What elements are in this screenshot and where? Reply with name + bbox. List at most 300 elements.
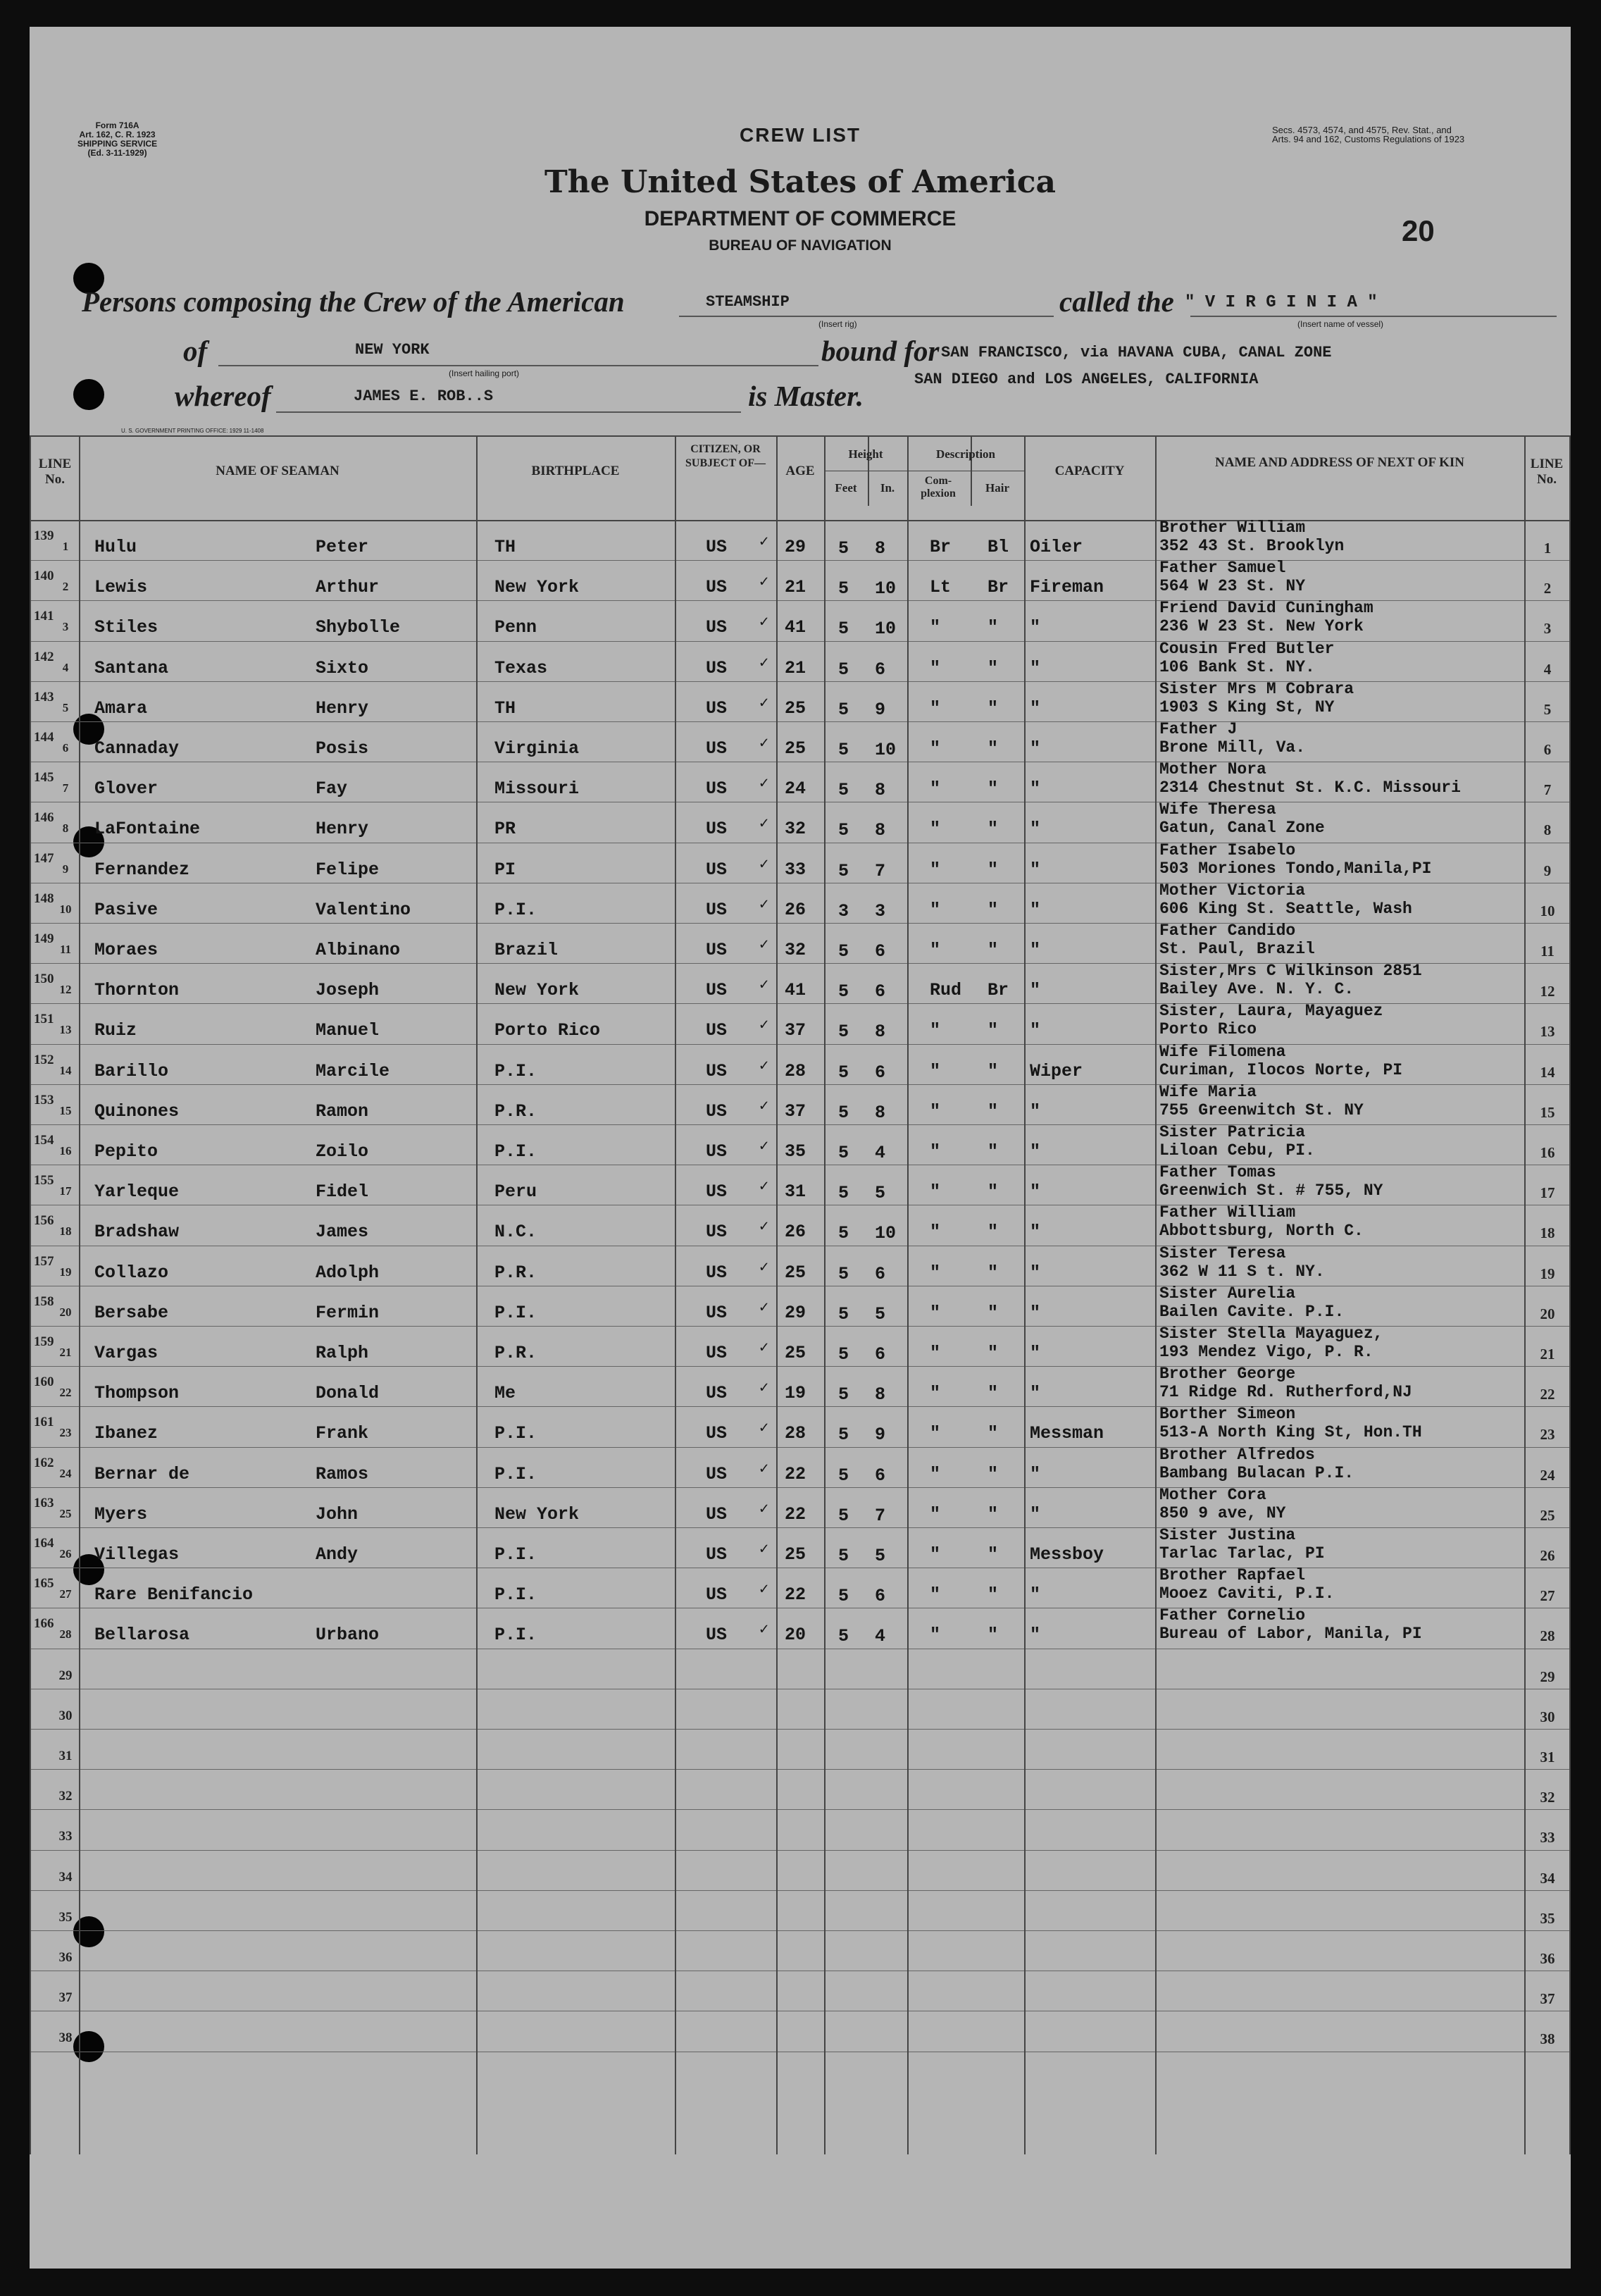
- height-inches: 8: [875, 1384, 886, 1405]
- line-number-original: 142: [34, 649, 54, 664]
- complexion: ": [930, 1343, 941, 1363]
- citizenship: US: [706, 1222, 728, 1243]
- capacity: Wiper: [1030, 1060, 1083, 1081]
- line-number-original: 166: [34, 1616, 54, 1632]
- next-of-kin-line1: Father Candido: [1159, 921, 1296, 940]
- height-inches: 7: [875, 860, 886, 881]
- line-number-right: 16: [1540, 1144, 1555, 1161]
- birthplace: P.I.: [494, 1060, 537, 1081]
- line-number-right: 37: [1540, 1990, 1555, 2008]
- capacity: ": [1030, 980, 1041, 1001]
- line-number-original: 157: [34, 1253, 54, 1269]
- complexion: ": [930, 1625, 941, 1646]
- header-birthplace: BIRTHPLACE: [531, 464, 620, 478]
- complexion: ": [930, 1262, 941, 1283]
- seaman-last-name: Ruiz: [94, 1020, 137, 1041]
- line-number-right: 35: [1540, 1909, 1555, 1927]
- next-of-kin-line1: Borther Simeon: [1159, 1405, 1296, 1424]
- seaman-first-name: Fidel: [316, 1181, 369, 1203]
- vessel-name: " V I R G I N I A ": [1185, 293, 1378, 312]
- next-of-kin-line2: 193 Mendez Vigo, P. R.: [1159, 1343, 1373, 1361]
- line-number-right: 28: [1540, 1627, 1555, 1645]
- height-inches: 9: [875, 699, 886, 720]
- birthplace: Porto Rico: [494, 1020, 601, 1041]
- hair: ": [988, 819, 999, 840]
- line-number-right: 12: [1540, 983, 1555, 1000]
- birthplace: P.I.: [494, 899, 537, 920]
- height-inches: 6: [875, 1586, 886, 1607]
- statute-note-line: Arts. 94 and 162, Customs Regulations of 1923: [1272, 134, 1465, 144]
- line-number-right: 32: [1540, 1789, 1555, 1806]
- line-number: 14: [59, 1063, 72, 1077]
- seaman-last-name: Myers: [94, 1503, 148, 1525]
- line-number-original: 159: [34, 1334, 54, 1349]
- complexion: ": [930, 617, 941, 638]
- check-mark: ✓: [759, 654, 769, 672]
- height-feet: 5: [838, 1143, 849, 1163]
- birthplace: New York: [494, 1503, 580, 1525]
- line-number: 34: [58, 1869, 73, 1885]
- height-inches: 6: [875, 981, 886, 1003]
- birthplace: P.R.: [494, 1100, 537, 1122]
- next-of-kin-line2: Porto Rico: [1159, 1020, 1257, 1039]
- age: 26: [785, 1222, 806, 1243]
- capacity: ": [1030, 1584, 1041, 1606]
- line-number-right: 1: [1543, 540, 1552, 557]
- seaman-last-name: Bradshaw: [94, 1222, 180, 1243]
- next-of-kin-line2: 513-A North King St, Hon.TH: [1159, 1423, 1422, 1442]
- citizenship: US: [706, 1625, 728, 1646]
- seaman-first-name: John: [316, 1503, 359, 1525]
- complexion: ": [930, 1503, 941, 1525]
- header-line-no-right: LINE No.: [1530, 457, 1564, 487]
- citizenship: US: [706, 738, 728, 759]
- rig-underline: [679, 316, 1054, 317]
- next-of-kin-line1: Sister Stella Mayaguez,: [1159, 1324, 1383, 1343]
- height-inches: 6: [875, 1344, 886, 1365]
- citizenship: US: [706, 1060, 728, 1081]
- declaration-line1-prefix: Persons composing the Crew of the American: [82, 285, 625, 318]
- height-feet: 5: [838, 860, 849, 881]
- line-number: 23: [59, 1426, 72, 1440]
- seaman-last-name: Rare Benifancio: [94, 1584, 254, 1606]
- line-number-original: 160: [34, 1375, 54, 1390]
- capacity: ": [1030, 1625, 1041, 1646]
- next-of-kin-line1: Mother Nora: [1159, 760, 1266, 779]
- complexion: ": [930, 940, 941, 960]
- header-feet: Feet: [835, 481, 857, 495]
- crew-table: [30, 435, 1571, 2154]
- check-mark: ✓: [759, 533, 769, 551]
- next-of-kin-line1: Brother George: [1159, 1365, 1296, 1384]
- seaman-first-name: Shybolle: [316, 617, 401, 638]
- height-inches: 4: [875, 1626, 886, 1647]
- seaman-first-name: Fermin: [316, 1302, 380, 1323]
- seaman-last-name: Barillo: [94, 1060, 169, 1081]
- citizenship: US: [706, 1544, 728, 1565]
- check-mark: ✓: [759, 573, 769, 592]
- hair: ": [988, 1503, 999, 1525]
- capacity: ": [1030, 859, 1041, 880]
- line-number-right: 5: [1543, 700, 1552, 718]
- next-of-kin-line2: Bambang Bulacan P.I.: [1159, 1463, 1354, 1482]
- citizenship: US: [706, 1302, 728, 1323]
- height-inches: 8: [875, 1022, 886, 1043]
- seaman-first-name: Peter: [316, 537, 369, 557]
- line-number: 15: [59, 1103, 72, 1117]
- height-inches: 10: [875, 619, 897, 640]
- check-mark: ✓: [759, 735, 769, 752]
- seaman-first-name: Henry: [316, 819, 369, 840]
- next-of-kin-line1: Father J: [1159, 720, 1238, 738]
- port-underline: [218, 365, 818, 366]
- hair: ": [988, 1060, 999, 1081]
- height-feet: 5: [838, 1465, 849, 1486]
- hair: ": [988, 1222, 999, 1243]
- header-hair: Hair: [985, 481, 1009, 495]
- height-feet: 5: [838, 619, 849, 640]
- complexion: ": [930, 778, 941, 800]
- citizenship: US: [706, 1383, 728, 1404]
- age: 22: [785, 1584, 806, 1606]
- height-inches: 8: [875, 780, 886, 801]
- declaration-line3-suffix: is Master.: [748, 380, 864, 412]
- line-number: 37: [58, 1990, 73, 2006]
- height-feet: 5: [838, 1303, 849, 1324]
- complexion: ": [930, 1100, 941, 1122]
- seaman-first-name: Frank: [316, 1423, 369, 1444]
- line-number-original: 165: [34, 1576, 54, 1591]
- age: 19: [785, 1383, 806, 1404]
- hair: ": [988, 1544, 999, 1565]
- age: 21: [785, 657, 806, 678]
- capacity: ": [1030, 1020, 1041, 1041]
- line-number-original: 145: [34, 770, 54, 786]
- seaman-last-name: Collazo: [94, 1262, 169, 1283]
- seaman-first-name: Posis: [316, 738, 369, 759]
- height-inches: 6: [875, 1263, 886, 1284]
- hair: ": [988, 1181, 999, 1203]
- next-of-kin-line1: Sister Patricia: [1159, 1123, 1306, 1141]
- hair: Br: [988, 980, 1009, 1001]
- header-height: Height: [848, 447, 883, 461]
- line-number-right: 31: [1540, 1749, 1555, 1766]
- line-number-original: 155: [34, 1173, 54, 1189]
- complexion: Rud: [930, 980, 962, 1001]
- check-mark: ✓: [759, 1420, 769, 1438]
- complexion: ": [930, 1544, 941, 1565]
- seaman-last-name: Santana: [94, 657, 169, 678]
- line-number: 28: [59, 1627, 72, 1642]
- vessel-underline: [1190, 316, 1557, 317]
- header-line-no: LINE No.: [38, 457, 72, 487]
- next-of-kin-line1: Sister Teresa: [1159, 1243, 1286, 1262]
- check-mark: ✓: [759, 936, 769, 954]
- master-underline: [276, 411, 741, 413]
- seaman-first-name: Ramos: [316, 1463, 369, 1484]
- line-number: 2: [62, 580, 69, 594]
- next-of-kin-line2: St. Paul, Brazil: [1159, 940, 1315, 958]
- height-feet: 5: [838, 1062, 849, 1083]
- check-mark: ✓: [759, 1581, 769, 1599]
- line-number-original: 153: [34, 1092, 54, 1107]
- height-inches: 8: [875, 820, 886, 841]
- line-number-right: 6: [1543, 741, 1552, 758]
- capacity: Messman: [1030, 1423, 1104, 1444]
- seaman-last-name: Amara: [94, 697, 148, 719]
- complexion: ": [930, 1141, 941, 1162]
- birthplace: P.I.: [494, 1141, 537, 1162]
- hair: ": [988, 617, 999, 638]
- line-number-right: 30: [1540, 1708, 1555, 1725]
- citizenship: US: [706, 697, 728, 719]
- citizenship: US: [706, 859, 728, 880]
- line-number: 20: [59, 1305, 72, 1319]
- age: 25: [785, 1343, 806, 1363]
- capacity: ": [1030, 1503, 1041, 1525]
- line-number-right: 18: [1540, 1224, 1555, 1242]
- capacity: ": [1030, 617, 1041, 638]
- line-number-right: 27: [1540, 1587, 1555, 1605]
- next-of-kin-line2: Greenwich St. # 755, NY: [1159, 1181, 1383, 1200]
- birthplace: Me: [494, 1383, 516, 1404]
- height-inches: 10: [875, 578, 897, 600]
- seaman-first-name: Sixto: [316, 657, 369, 678]
- seaman-last-name: Lewis: [94, 577, 148, 598]
- height-feet: 5: [838, 740, 849, 760]
- seaman-first-name: Albinano: [316, 940, 401, 960]
- header-age: AGE: [785, 464, 815, 478]
- complexion: ": [930, 819, 941, 840]
- next-of-kin-line2: 564 W 23 St. NY: [1159, 577, 1306, 596]
- line-number-right: 15: [1540, 1103, 1555, 1121]
- height-feet: 5: [838, 1223, 849, 1244]
- birthplace: Penn: [494, 617, 537, 638]
- hair: ": [988, 1302, 999, 1323]
- next-of-kin-line2: Mooez Caviti, P.I.: [1159, 1584, 1335, 1603]
- complexion: ": [930, 657, 941, 678]
- height-feet: 5: [838, 1626, 849, 1647]
- check-mark: ✓: [759, 815, 769, 833]
- height-feet: 5: [838, 1022, 849, 1043]
- age: 25: [785, 738, 806, 759]
- next-of-kin-line2: Bailey Ave. N. Y. C.: [1159, 980, 1354, 999]
- citizenship: US: [706, 1181, 728, 1203]
- check-mark: ✓: [759, 1621, 769, 1639]
- citizenship: US: [706, 657, 728, 678]
- line-number: 3: [62, 620, 69, 634]
- height-inches: 6: [875, 1062, 886, 1083]
- next-of-kin-line1: Father Cornelio: [1159, 1606, 1306, 1625]
- next-of-kin-line1: Father Isabelo: [1159, 840, 1296, 860]
- line-number-right: 7: [1543, 781, 1552, 799]
- citizenship: US: [706, 1020, 728, 1041]
- citizenship: US: [706, 1423, 728, 1444]
- next-of-kin-line2: Bailen Cavite. P.I.: [1159, 1302, 1345, 1321]
- line-number-right: 10: [1540, 902, 1555, 919]
- next-of-kin-line2: 106 Bank St. NY.: [1159, 657, 1315, 676]
- header-citizen: CITIZEN, OR SUBJECT OF—: [685, 443, 766, 469]
- line-number: 32: [58, 1789, 73, 1804]
- hair: ": [988, 1584, 999, 1606]
- next-of-kin-line1: Mother Victoria: [1159, 881, 1306, 900]
- age: 37: [785, 1020, 806, 1041]
- check-mark: ✓: [759, 1500, 769, 1518]
- seaman-first-name: Fay: [316, 778, 348, 800]
- header-description: Description: [935, 447, 996, 461]
- birthplace: P.I.: [494, 1463, 537, 1484]
- next-of-kin-line2: 606 King St. Seattle, Wash: [1159, 899, 1412, 918]
- next-of-kin-line2: Gatun, Canal Zone: [1159, 819, 1325, 838]
- line-number-original: 154: [34, 1133, 54, 1148]
- line-number-right: 34: [1540, 1869, 1555, 1887]
- line-number-right: 13: [1540, 1023, 1555, 1041]
- capacity: ": [1030, 1343, 1041, 1363]
- height-feet: 5: [838, 941, 849, 962]
- height-feet: 3: [838, 900, 849, 921]
- capacity: Messboy: [1030, 1544, 1104, 1565]
- check-mark: ✓: [759, 775, 769, 793]
- declaration-line3-prefix: whereof: [175, 380, 271, 412]
- line-number-right: 3: [1543, 620, 1552, 638]
- height-feet: 5: [838, 1505, 849, 1526]
- check-mark: ✓: [759, 1541, 769, 1558]
- age: 35: [785, 1141, 806, 1162]
- line-number-original: 144: [34, 730, 54, 745]
- seaman-last-name: Bersabe: [94, 1302, 169, 1323]
- hailing-port: NEW YORK: [355, 341, 430, 359]
- line-number: 26: [59, 1547, 72, 1560]
- seaman-last-name: Fernandez: [94, 859, 190, 880]
- next-of-kin-line2: Abbottsburg, North C.: [1159, 1222, 1364, 1241]
- next-of-kin-line1: Cousin Fred Butler: [1159, 639, 1335, 658]
- complexion: ": [930, 738, 941, 759]
- height-feet: 5: [838, 659, 849, 680]
- capacity: ": [1030, 1141, 1041, 1162]
- line-number-right: 38: [1540, 2030, 1555, 2048]
- seaman-last-name: LaFontaine: [94, 819, 201, 840]
- line-number-right: 21: [1540, 1346, 1555, 1363]
- line-number: 25: [59, 1506, 72, 1520]
- next-of-kin-line2: Tarlac Tarlac, PI: [1159, 1544, 1325, 1563]
- complexion: ": [930, 1020, 941, 1041]
- hair: ": [988, 1262, 999, 1283]
- line-number-right: 8: [1543, 821, 1552, 839]
- citizenship: US: [706, 1463, 728, 1484]
- line-number: 27: [59, 1587, 72, 1601]
- capacity: ": [1030, 1100, 1041, 1122]
- height-feet: 5: [838, 1384, 849, 1405]
- line-number-original: 158: [34, 1293, 54, 1309]
- line-number: 12: [59, 983, 72, 997]
- header-capacity: CAPACITY: [1054, 464, 1125, 478]
- line-number-right: 9: [1543, 862, 1552, 879]
- age: 33: [785, 859, 806, 880]
- line-number-original: 143: [34, 689, 54, 705]
- check-mark: ✓: [759, 855, 769, 874]
- citizenship: US: [706, 1262, 728, 1283]
- next-of-kin-line1: Brother Alfredos: [1159, 1445, 1315, 1464]
- birthplace: Peru: [494, 1181, 537, 1203]
- citizenship: US: [706, 980, 728, 1001]
- line-number-right: 4: [1543, 660, 1552, 678]
- birthplace: P.R.: [494, 1343, 537, 1363]
- height-feet: 5: [838, 1425, 849, 1446]
- destination-line1: SAN FRANCISCO, via HAVANA CUBA, CANAL ZONE: [941, 344, 1332, 361]
- line-number-original: 150: [34, 972, 54, 987]
- line-number-right: 36: [1540, 1950, 1555, 1967]
- line-number: 11: [59, 943, 72, 956]
- check-mark: ✓: [759, 1097, 769, 1115]
- capacity: ": [1030, 1181, 1041, 1203]
- citizenship: US: [706, 778, 728, 800]
- height-inches: 9: [875, 1425, 886, 1446]
- height-inches: 10: [875, 740, 897, 760]
- port-hint: (Insert hailing port): [449, 368, 520, 378]
- line-number-original: 139: [34, 528, 54, 543]
- citizenship: US: [706, 617, 728, 638]
- next-of-kin-line1: Wife Filomena: [1159, 1042, 1286, 1061]
- height-feet: 5: [838, 1344, 849, 1365]
- check-mark: ✓: [759, 1017, 769, 1035]
- line-number-original: 164: [34, 1536, 54, 1551]
- height-inches: 8: [875, 1102, 886, 1123]
- line-number-right: 26: [1540, 1547, 1555, 1564]
- capacity: Oiler: [1030, 537, 1083, 557]
- hair: ": [988, 657, 999, 678]
- line-number-right: 17: [1540, 1184, 1555, 1202]
- seaman-last-name: Vargas: [94, 1343, 158, 1363]
- height-inches: 6: [875, 941, 886, 962]
- line-number-original: 149: [34, 931, 54, 946]
- line-number-right: 20: [1540, 1305, 1555, 1322]
- hair: ": [988, 899, 999, 920]
- birthplace: P.I.: [494, 1544, 537, 1565]
- vessel-hint: (Insert name of vessel): [1297, 319, 1384, 329]
- seaman-first-name: James: [316, 1222, 369, 1243]
- citizenship: US: [706, 1141, 728, 1162]
- check-mark: ✓: [759, 694, 769, 712]
- country-title: The United States of America: [544, 164, 1057, 200]
- line-number-right: 2: [1543, 580, 1552, 597]
- statute-note: [1272, 125, 1464, 144]
- punch-hole-icon: [73, 379, 104, 410]
- hair: ": [988, 697, 999, 719]
- next-of-kin-line1: Mother Cora: [1159, 1485, 1266, 1504]
- hair: ": [988, 778, 999, 800]
- age: 41: [785, 617, 806, 638]
- master-name: JAMES E. ROB..S: [354, 387, 494, 405]
- check-mark: ✓: [759, 1218, 769, 1236]
- seaman-last-name: Thornton: [94, 980, 180, 1001]
- complexion: ": [930, 859, 941, 880]
- hair: Br: [988, 577, 1009, 598]
- height-inches: 6: [875, 659, 886, 680]
- capacity: ": [1030, 940, 1041, 960]
- next-of-kin-line1: Father William: [1159, 1203, 1296, 1222]
- citizenship: US: [706, 537, 728, 557]
- line-number-right: 22: [1540, 1386, 1555, 1403]
- height-feet: 5: [838, 699, 849, 720]
- next-of-kin-line2: Curiman, Ilocos Norte, PI: [1159, 1060, 1403, 1079]
- line-number-original: 162: [34, 1455, 54, 1470]
- line-number-right: 24: [1540, 1466, 1555, 1484]
- rig-value: STEAMSHIP: [706, 293, 790, 311]
- height-feet: 5: [838, 1546, 849, 1566]
- next-of-kin-line2: 362 W 11 S t. NY.: [1159, 1262, 1325, 1281]
- capacity: ": [1030, 697, 1041, 719]
- age: 25: [785, 697, 806, 719]
